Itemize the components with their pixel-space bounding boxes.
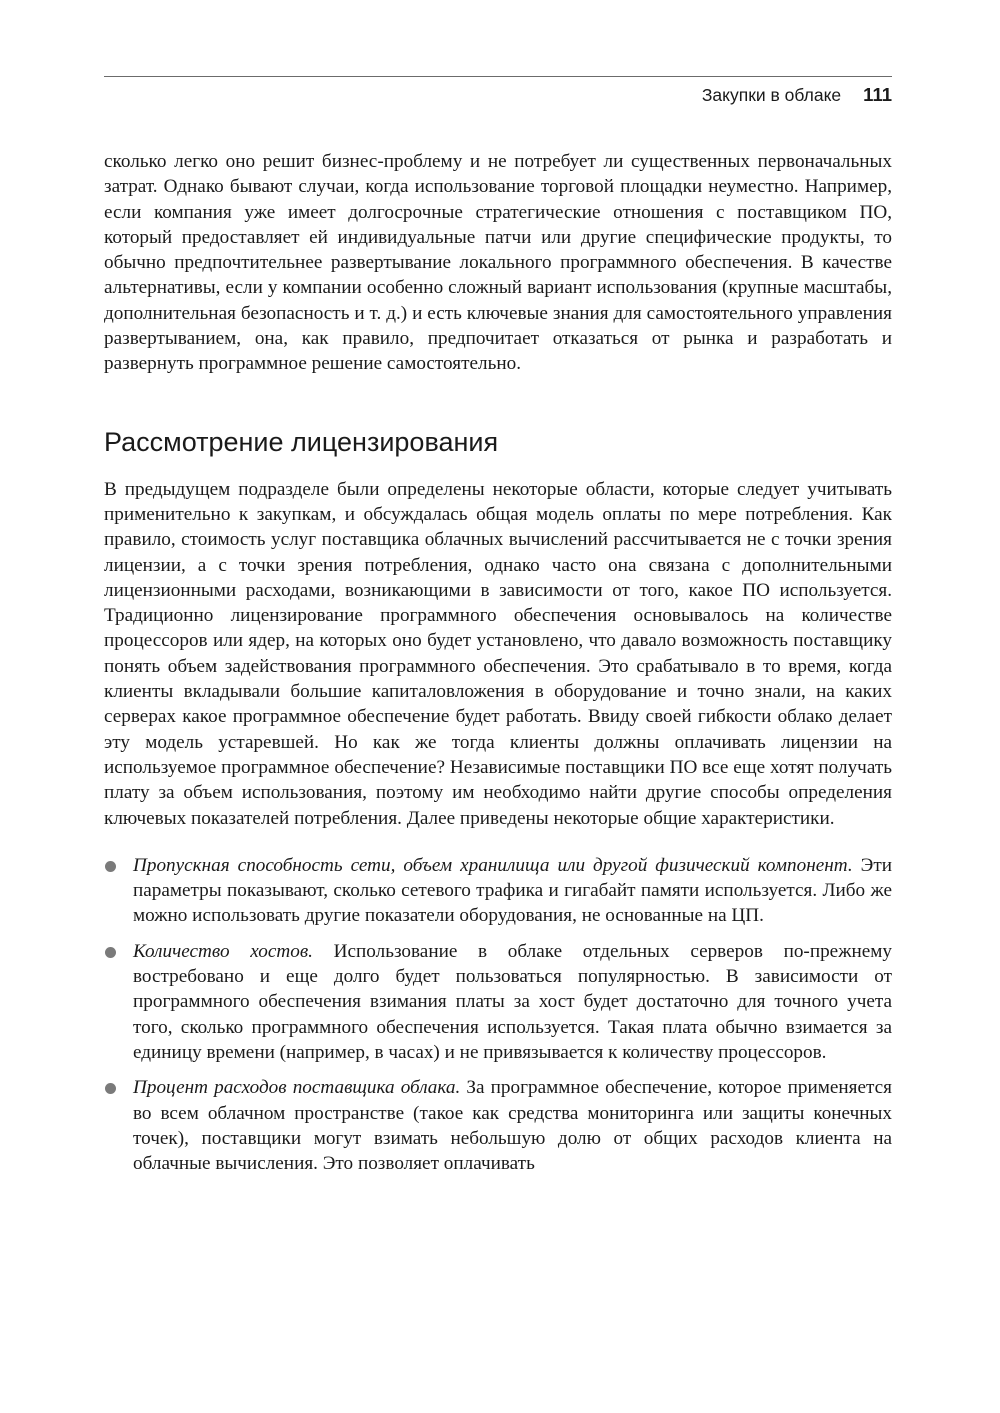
list-item-text: Использование в облаке отдельных серверов по-прежнему востребовано и еще долго будет пользоваться популярностью. В зависимости от программного обеспечения взимания платы за хост будет достаточно для точного учета того, сколько программного обеспечения используется. Такая плата обычно взимается за единицу времени (например, в часах) и не привязывается к количеству процессоров.	[133, 940, 892, 1063]
running-title: Закупки в облаке	[701, 85, 842, 105]
bullet-list	[104, 853, 892, 1177]
list-item	[104, 1075, 892, 1176]
list-item	[104, 939, 892, 1065]
bullet-icon	[105, 947, 116, 958]
running-header	[702, 84, 892, 106]
list-item	[104, 853, 892, 929]
list-item-term: Количество хостов.	[133, 940, 313, 962]
section-heading: Рассмотрение лицензирования	[104, 426, 499, 457]
list-item-term: Пропускная способность сети, объем хранилища или другой физический компонент.	[133, 854, 853, 876]
bullet-icon	[105, 1083, 116, 1094]
list-item-text: За программное обеспечение, которое применяется во всем облачном пространстве (такое как средства мониторинга или защиты конечных точек), поставщики могут взимать небольшую долю от общих расходов клиента на облачные вычисления. Это позволяет оплачивать	[133, 1077, 892, 1175]
page-content	[104, 149, 892, 1186]
list-item-term: Процент расходов поставщика облака.	[133, 1077, 461, 1099]
section-paragraph: В предыдущем подразделе были определены некоторые области, которые следует учитывать применительно к закупкам, и обсуждалась общая модель оплаты по мере потребления. Как правило, стоимость услуг поставщика облачных вычислений рассчитывается не с точки зрения лицензии, а с точки зрения потребления, однако часто она связана с дополнительными лицензионными расходами, возникающими в зависимости от того, какое ПО используется. Традиционно лицензирование программного обеспечения основывалось на количестве процессоров или ядер, на которых оно будет установлено, что давало возможность поставщику понять объем задействования программного обеспечения. Это срабатывало в то время, когда клиенты вкладывали большие капиталовложения в оборудование и точно знали, на каких серверах какое программное обеспечение будет работать. Ввиду своей гибкости облако делает эту модель устаревшей. Но как же тогда клиенты должны оплачивать лицензии на используемое программное обеспечение? Независимые поставщики ПО все еще хотят получать плату за объем использования, поэтому им необходимо найти другие способы определения ключевых показателей потребления. Далее приведены некоторые общие характеристики.	[104, 478, 892, 829]
header-rule	[104, 76, 892, 77]
intro-paragraph: сколько легко оно решит бизнес-проблему и не потребует ли существенных первоначальных затрат. Однако бывают случаи, когда использование торговой площадки неуместно. Например, если компания уже имеет долгосрочные стратегические отношения с поставщиком ПО, который предоставляет ей индивидуальные патчи или другие специфические продукты, то обычно предпочтительнее развертывание локального программного обеспечения. В качестве альтернативы, если у компании особенно сложный вариант использования (крупные масштабы, дополнительная безопасность и т. д.) и есть ключевые знания для самостоятельного управления развертыванием, она, как правило, предпочитает отказаться от рынка и разработать и развернуть программное решение самостоятельно.	[104, 151, 892, 375]
page-number: 111	[863, 84, 892, 105]
list-item-text: Эти параметры показывают, сколько сетевого трафика и гигабайт памяти используется. Либо же можно использовать другие показатели оборудования, не основанные на ЦП.	[133, 854, 892, 927]
bullet-icon	[105, 861, 116, 872]
book-page	[104, 0, 892, 1413]
